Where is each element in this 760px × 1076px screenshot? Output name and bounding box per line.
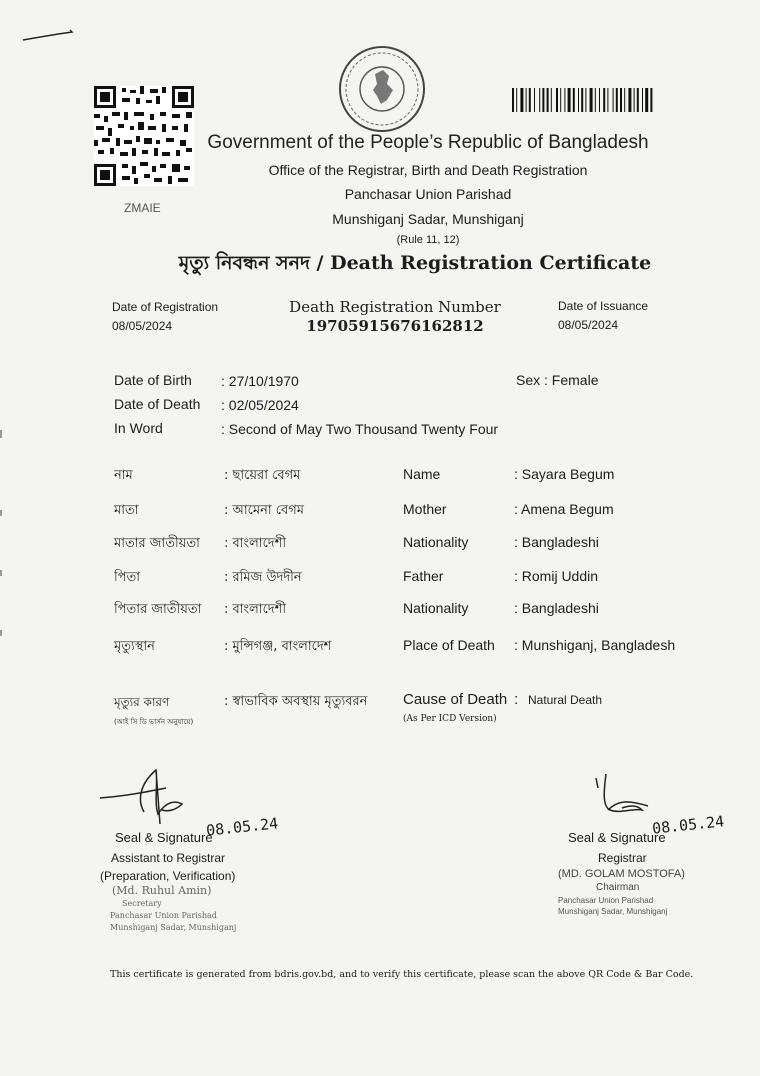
- sex-value: Sex : Female: [516, 372, 599, 388]
- field-en-label: Name: [403, 466, 441, 482]
- in-word-label: In Word: [114, 420, 163, 436]
- right-role: Registrar: [598, 851, 647, 865]
- barcode[interactable]: [512, 88, 690, 112]
- left-stamp-name: (Md. Ruhul Amin): [112, 884, 212, 897]
- field-en-value: : Sayara Begum: [514, 466, 615, 482]
- certificate-title: মৃত্যু নিবন্ধন সনদ / Death Registration Certificate: [178, 252, 652, 274]
- field-en-value: : Munshiganj, Bangladesh: [514, 637, 676, 653]
- left-seal-signature: Seal & Signature: [115, 830, 213, 845]
- field-en-value: : Bangladeshi: [514, 534, 599, 550]
- field-bn-value: : রমিজ উদদীন: [224, 570, 302, 585]
- date-of-registration-label: Date of Registration: [112, 300, 219, 314]
- field-bn-value: : বাংলাদেশী: [224, 602, 287, 617]
- right-stamp-name: (MD. GOLAM MOSTOFA): [558, 868, 685, 880]
- government-title: Government of the People’s Republic of Bangladesh: [207, 132, 649, 153]
- date-of-death-label: Date of Death: [114, 396, 201, 412]
- field-bn-value: : আমেনা বেগম: [224, 503, 305, 518]
- date-of-issuance-label: Date of Issuance: [558, 299, 649, 313]
- field-en-label: Mother: [403, 501, 447, 517]
- left-role-sub: (Preparation, Verification): [100, 869, 236, 883]
- left-stamp-place: Munshiganj Sadar, Munshiganj: [110, 923, 237, 932]
- cause-en-sub: (As Per ICD Version): [403, 714, 497, 724]
- left-signature-date: 08.05.24: [205, 814, 279, 840]
- date-of-death-value: : 02/05/2024: [221, 397, 299, 413]
- death-registration-number: 19705915676162812: [306, 317, 484, 335]
- right-signature-icon: [588, 770, 668, 824]
- in-word-value: : Second of May Two Thousand Twenty Four: [221, 421, 499, 437]
- field-en-value: : Amena Begum: [514, 501, 614, 517]
- cause-en-label: Cause of Death: [403, 691, 508, 708]
- death-registration-number-label: Death Registration Number: [289, 298, 501, 316]
- office-line: Office of the Registrar, Birth and Death Registration: [268, 162, 588, 178]
- date-of-birth-label: Date of Birth: [114, 372, 192, 388]
- field-bn-label: মৃত্যুস্থান: [114, 639, 155, 654]
- date-of-issuance: 08/05/2024: [558, 318, 619, 332]
- field-bn-value: : ছায়েরা বেগম: [224, 468, 301, 483]
- field-bn-value: : বাংলাদেশী: [224, 536, 287, 551]
- union-line: Panchasar Union Parishad: [344, 186, 512, 202]
- left-role: Assistant to Registrar: [111, 851, 226, 865]
- field-bn-label: পিতা: [114, 570, 141, 585]
- cause-en-value: Natural Death: [528, 693, 603, 707]
- cause-bn-sub: (আই সি ডি ভার্সন অনুযায়ে): [114, 718, 194, 726]
- field-en-value: : Bangladeshi: [514, 600, 599, 616]
- field-en-label: Father: [403, 568, 444, 584]
- left-stamp-org: Panchasar Union Parishad: [110, 911, 217, 920]
- right-signature-date: 08.05.24: [651, 812, 725, 838]
- field-en-label: Nationality: [403, 534, 469, 550]
- district-line: Munshiganj Sadar, Munshiganj: [332, 211, 524, 227]
- field-en-label: Place of Death: [403, 637, 495, 653]
- field-en-label: Nationality: [403, 600, 469, 616]
- left-stamp-title: Secretary: [122, 899, 162, 908]
- scan-edge: [0, 430, 4, 650]
- field-bn-label: নাম: [114, 468, 133, 483]
- right-seal-signature: Seal & Signature: [568, 830, 666, 845]
- cause-bn-label: মৃত্যুর কারণ: [114, 695, 170, 709]
- date-of-registration: 08/05/2024: [112, 319, 173, 333]
- field-en-value: : Romij Uddin: [514, 568, 599, 584]
- right-stamp-title: Chairman: [596, 882, 640, 893]
- cause-en-colon: :: [514, 691, 519, 708]
- qr-code-text: ZMAIE: [124, 201, 161, 215]
- date-of-birth-value: : 27/10/1970: [221, 373, 299, 389]
- right-stamp-org: Panchasar Union Parishad: [558, 896, 654, 905]
- pen-mark: [20, 28, 80, 44]
- government-seal-icon: [337, 44, 427, 134]
- right-stamp-place: Munshiganj Sadar, Munshiganj: [558, 907, 668, 916]
- left-signature-icon: [96, 762, 216, 832]
- field-bn-label: মাতা: [114, 503, 139, 518]
- field-bn-label: পিতার জাতীয়তা: [114, 602, 202, 617]
- field-bn-label: মাতার জাতীয়তা: [114, 536, 200, 551]
- rule-line: (Rule 11, 12): [396, 234, 460, 246]
- cause-bn-value: : স্বাভাবিক অবস্থায় মৃত্যুবরন: [224, 694, 368, 709]
- field-bn-value: : মুন্সিগঞ্জ, বাংলাদেশ: [224, 639, 332, 654]
- footer-note: This certificate is generated from bdris.gov.bd, and to verify this certificate, please scan the above QR Code & Bar Code.: [110, 969, 694, 980]
